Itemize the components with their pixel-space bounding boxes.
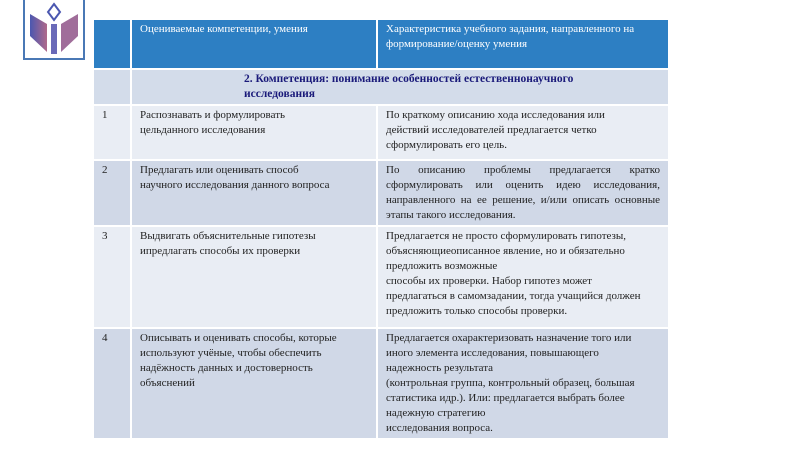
row-number: 4 [94,329,130,438]
row-competence: Описывать и оценивать способы, которые используют учёные, чтобы обеспечить надёжность данных и достоверность объяснений [132,329,376,438]
row-task: По краткому описанию хода исследования или действий исследователей предлагается четко сформулировать его цель. [378,106,668,159]
row-task: Предлагается охарактеризовать назначение того или иного элемента исследования, повышающего надежность результата (контрольная группа, контрольный образец, большая статистика идр.). Или: предлагается выбрать более надежную стратегию исследования вопроса. [378,329,668,438]
row-task: Предлагается не просто сформулировать гипотезы, объясняющиеописанное явление, но и обязательно предложить возможные способы их проверки. Набор гипотез может предлагаться в самомзадании, тогда учащийся должен предложить только способы проверки. [378,227,668,327]
logo-emblem-icon [25,0,83,58]
table-header [94,20,668,68]
row-number: 3 [94,227,130,327]
table-row [94,329,668,438]
row-task: По описанию проблемы предлагается кратко сформулировать или оценить идею исследования, направленного на ее решение, и/или описать основные этапы такого исследования. [378,161,668,225]
logo [23,0,85,60]
table-row [94,106,668,159]
header-task: Характеристика учебного задания, направленного на формирование/оценку умения [378,20,668,68]
row-competence: Выдвигать объяснительные гипотезы ипредлагать способы их проверки [132,227,376,327]
row-competence: Распознавать и формулировать цельданного исследования [132,106,376,159]
row-number: 2 [94,161,130,225]
section-row [94,70,668,104]
table-row [94,161,668,225]
row-number: 1 [94,106,130,159]
table-row [94,227,668,327]
section-title: 2. Компетенция: понимание особенностей естественнонаучного исследования [132,70,668,104]
header-competence: Оцениваемые компетенции, умения [132,20,376,68]
competence-table [92,18,670,440]
row-competence: Предлагать или оценивать способ научного исследования данного вопроса [132,161,376,225]
